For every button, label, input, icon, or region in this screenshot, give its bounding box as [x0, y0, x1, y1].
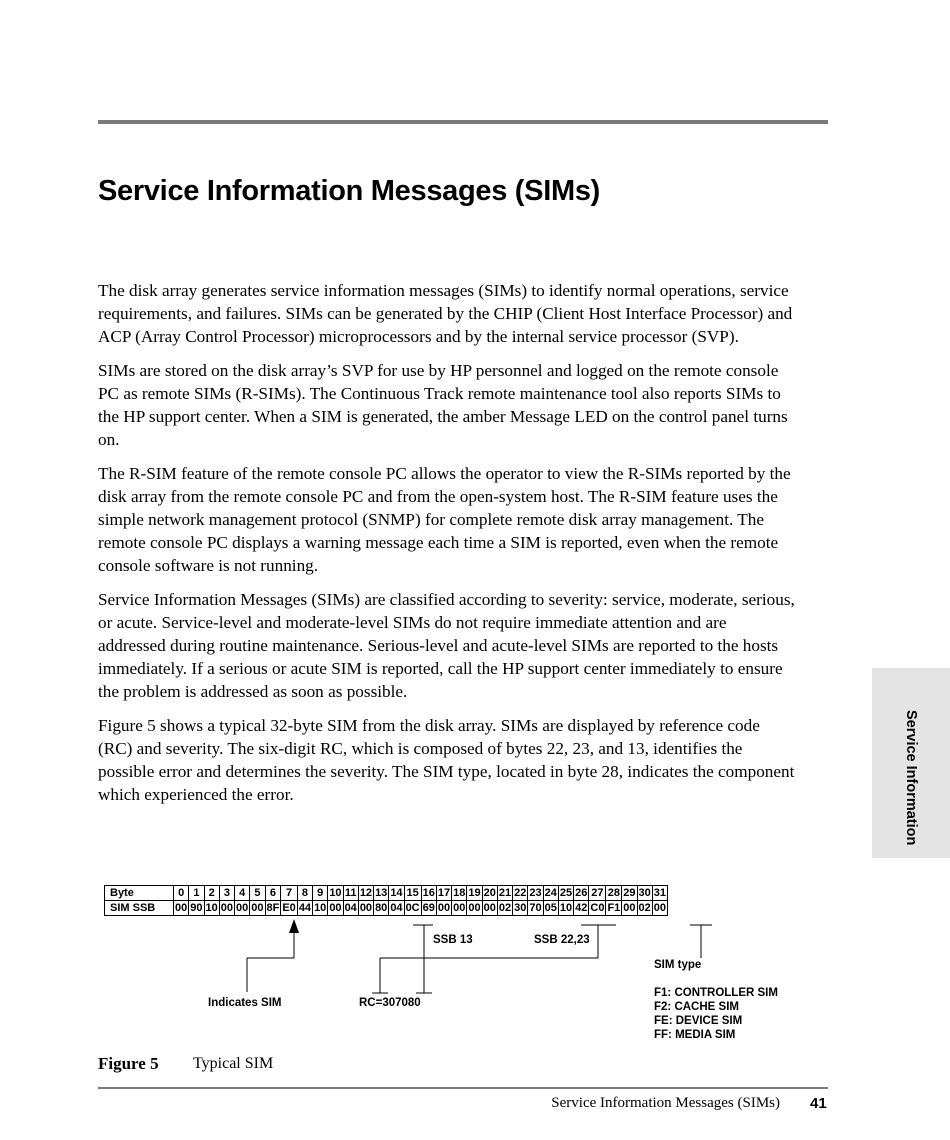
sim-ssb-value-cell: 90 — [190, 902, 203, 914]
byte-index-cell: 7 — [281, 886, 297, 901]
ssb13-label: SSB 13 — [433, 934, 473, 946]
figure-caption: Typical SIM — [193, 1055, 274, 1072]
sim-ssb-value-cell: 02 — [638, 902, 651, 914]
byte-index-cell: 6 — [265, 886, 281, 901]
sim-ssb-value-cell: C0 — [590, 902, 605, 914]
sim-ssb-value-cell: 00 — [236, 902, 249, 914]
byte-index-cell: 31 — [653, 887, 667, 899]
sim-ssb-value-cell: 00 — [468, 902, 481, 914]
byte-index-cell: 22 — [514, 887, 527, 899]
sim-ssb-value-cell: 00 — [359, 902, 373, 914]
byte-index-cell: 16 — [422, 887, 435, 899]
legend-item: FF: MEDIA SIM — [654, 1029, 736, 1041]
sim-type-legend — [654, 986, 778, 1042]
sim-ssb-value-cell: 05 — [544, 902, 557, 914]
sim-ssb-value-cell: 70 — [529, 902, 542, 914]
byte-index-cell: 11 — [344, 887, 357, 899]
sim-type-label: SIM type — [654, 959, 702, 971]
rc-label: RC=307080 — [359, 997, 421, 1009]
sim-ssb-value-cell: E0 — [282, 902, 296, 914]
sim-ssb-value-cell: 02 — [498, 902, 512, 914]
byte-index-cell: 9 — [313, 886, 328, 901]
paragraph: Figure 5 shows a typical 32-byte SIM from the disk array. SIMs are displayed by reference code (RC) and severity. The six-digit RC, which is composed of bytes 22, 23, and 13, identifies the possible error and determines the severity. The SIM type, located in byte 28, indicates the component which experienced the error. — [98, 716, 795, 804]
sim-ssb-value-cell: 00 — [623, 902, 636, 914]
sim-ssb-value-cell: 30 — [514, 902, 527, 914]
byte-index-cell: 10 — [329, 887, 342, 899]
ssb2223-label: SSB 22,23 — [534, 934, 590, 946]
byte-index-cell: 20 — [483, 887, 496, 899]
byte-index-cell: 8 — [297, 886, 312, 901]
byte-index-cell: 23 — [529, 887, 542, 899]
row-label-byte: Byte — [105, 886, 174, 901]
byte-index-cell: 27 — [589, 886, 606, 901]
page-number: 41 — [810, 1095, 827, 1112]
byte-index-cell: 17 — [437, 887, 451, 899]
sim-ssb-value-cell: 10 — [205, 902, 218, 914]
legend-item: FE: DEVICE SIM — [654, 1015, 743, 1027]
sim-ssb-value-cell: 00 — [220, 902, 233, 914]
byte-index-cell: 15 — [404, 886, 421, 901]
byte-index-cell: 1 — [189, 886, 204, 901]
sim-ssb-value-cell: 42 — [575, 902, 588, 914]
side-tab-label: Service Information — [903, 710, 919, 846]
byte-index-cell: 18 — [453, 887, 466, 899]
paragraph: The R-SIM feature of the remote console PC allows the operator to view the R-SIMs reported by the disk array from the remote console PC and from the open-system host. The R-SIM feature uses the simple network management protocol (SNMP) for complete remote disk array management. The remote console PC displays a warning message each time a SIM is reported, even when the remote console software is not running. — [98, 464, 791, 575]
sim-ssb-value-cell: 8F — [266, 902, 280, 914]
bottom-rule — [98, 1087, 828, 1089]
paragraph: SIMs are stored on the disk array’s SVP for use by HP personnel and logged on the remote console PC as remote SIMs (R-SIMs). The Continuous Track remote maintenance tool also reports SIMs to the HP support center. When a SIM is generated, the amber Message LED on the control panel turns on. — [98, 361, 788, 449]
sim-ssb-value-cell: 00 — [483, 902, 496, 914]
sim-ssb-value-cell: 80 — [375, 902, 388, 914]
sim-ssb-value-cell: F1 — [607, 902, 621, 914]
byte-index-cell: 26 — [575, 887, 588, 899]
figure-number: Figure 5 — [98, 1054, 159, 1073]
sim-ssb-value-cell: 00 — [653, 902, 667, 914]
byte-index-cell: 4 — [235, 886, 250, 901]
indicates-sim-arrowhead — [289, 919, 299, 933]
paragraph: The disk array generates service information messages (SIMs) to identify normal operations, service requirements, and failures. SIMs can be generated by the CHIP (Client Host Interface Processor) and ACP (Array Control Processor) microprocessors and by the internal service processor (SVP). — [98, 281, 793, 346]
byte-index-cell: 3 — [219, 886, 234, 901]
byte-index-cell: 25 — [559, 887, 573, 899]
sim-ssb-value-cell: 44 — [298, 902, 312, 914]
legend-item: F1: CONTROLLER SIM — [654, 987, 778, 999]
page-title: Service Information Messages (SIMs) — [98, 175, 600, 207]
sim-ssb-value-cell: 10 — [314, 902, 327, 914]
byte-index-cell: 19 — [468, 887, 481, 899]
byte-index-cell: 2 — [204, 886, 219, 901]
byte-index-cell: 29 — [623, 887, 636, 899]
legend-item: F2: CACHE SIM — [654, 1001, 739, 1013]
sim-ssb-value-cell: 00 — [453, 902, 466, 914]
sim-ssb-value-cell: 00 — [175, 902, 188, 914]
byte-index-cell: 24 — [544, 887, 557, 899]
sim-ssb-value-cell: 0C — [405, 902, 420, 914]
sim-ssb-value-cell: 00 — [329, 902, 342, 914]
sim-ssb-value-cell: 69 — [422, 902, 435, 914]
byte-index-cell: 28 — [607, 887, 620, 899]
byte-index-cell: 21 — [498, 887, 512, 899]
row-label-sim-ssb: SIM SSB — [105, 901, 174, 916]
sim-ssb-value-cell: 00 — [251, 902, 264, 914]
footer-section-title: Service Information Messages (SIMs) — [551, 1095, 780, 1111]
byte-index-cell: 14 — [390, 887, 403, 899]
byte-index-cell: 13 — [375, 887, 388, 899]
sim-ssb-value-cell: 00 — [437, 902, 451, 914]
indicates-sim-label: Indicates SIM — [208, 997, 282, 1009]
paragraph: Service Information Messages (SIMs) are classified according to severity: service, moderate, serious, or acute. Service-level and moderate-level SIMs do not require immediate attention and are addressed during routine maintenance. Serious-level and acute-level SIMs are reported to the hosts immediately. If a serious or acute SIM is reported, call the HP support center immediately to ensure the problem is addressed as soon as possible. — [98, 590, 795, 701]
sim-ssb-value-cell: 04 — [344, 902, 357, 914]
sim-ssb-value-cell: 04 — [390, 902, 403, 914]
byte-index-cell: 0 — [174, 886, 189, 901]
byte-index-cell: 5 — [250, 886, 265, 901]
byte-index-cell: 30 — [638, 887, 651, 899]
sim-ssb-value-cell: 10 — [559, 902, 573, 914]
byte-index-cell: 12 — [359, 887, 373, 899]
